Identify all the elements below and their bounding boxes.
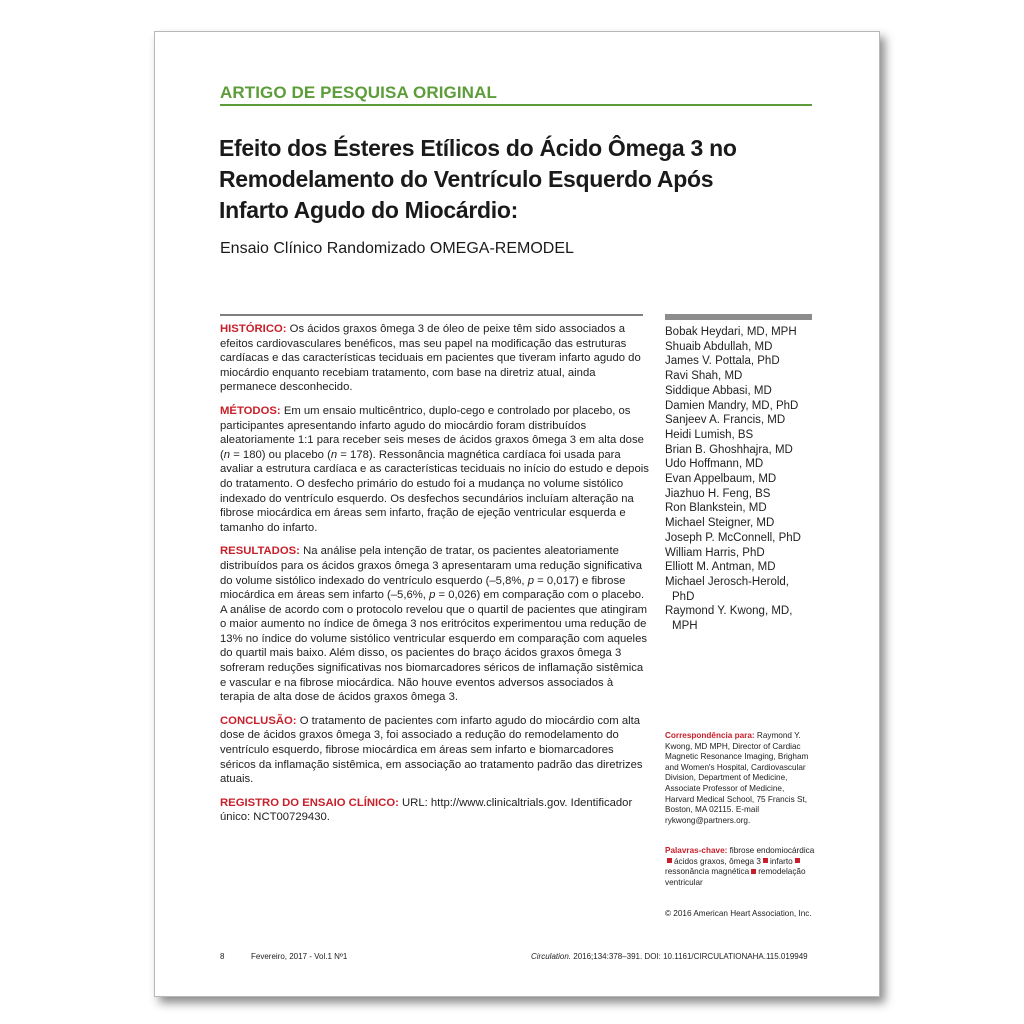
keyword-separator-icon [667,858,672,863]
keyword: fibrose endomiocárdica [729,846,815,855]
abstract-divider [220,314,643,316]
author-name: Brian B. Ghoshhajra, MD [665,443,793,456]
correspondence [665,731,815,826]
abstract [220,322,650,834]
author-name: Elliott M. Antman, MD [665,561,776,574]
author-name: Damien Mandry, MD, PhD [665,399,799,412]
abstract-registro [220,796,650,825]
metodos-text: = 180) ou placebo ( [230,448,331,461]
historico-text: Os ácidos graxos ômega 3 de óleo de peixe têm sido associados a efeitos cardiovasculares benéficos, mas seu papel na modificação das estruturas cardíacas e das características teciduais em pacientes que tiveram infarto agudo do miocárdio enquanto recebiam tratamento, com base na diretriz atual, ainda permanece desconhecido. [220,323,641,394]
author-name: Heidi Lumish, BS [665,428,754,441]
journal-page [154,31,880,997]
authors-divider [665,314,812,320]
author-name: William Harris, PhD [665,546,765,559]
registro-label: REGISTRO DO ENSAIO CLÍNICO: [220,796,399,809]
issue-info: Fevereiro, 2017 - Vol.1 Nº1 [251,952,348,961]
author-name: Ron Blankstein, MD [665,502,767,515]
section-label: ARTIGO DE PESQUISA ORIGINAL [220,82,812,106]
citation-doi: 2016;134:378–391. DOI: 10.1161/CIRCULATIONAHA.115.019949 [571,952,808,961]
historico-label: HISTÓRICO: [220,323,287,335]
keyword: ressonância magnética [665,867,750,877]
keywords-label: Palavras-chave: [665,846,728,855]
resultados-text: Na análise pela intenção de tratar, os pacientes aleatoriamente distribuídos para os ácidos graxos ômega 3 apresentaram uma redução significativa do volume sistólico indexado do ventrículo esquerdo (–5,8%, [220,545,642,587]
author-name: Raymond Y. Kwong, MD, [665,605,793,618]
resultados-p-symbol: p [527,574,535,587]
metodos-n-symbol: n [330,448,338,461]
article-title [219,133,819,226]
metodos-label: MÉTODOS: [220,404,281,417]
author-list [665,325,825,634]
keyword: infarto [769,856,793,866]
author-name: Jiazhuo H. Feng, BS [665,487,771,500]
keyword: ácidos graxos, ômega 3 [674,856,761,866]
correspondence-email: E-mail rykwong@partners.org. [665,805,760,825]
page-number: 8 [220,952,225,961]
author-degree-continuation: PhD [672,590,695,603]
title-line: Efeito dos Ésteres Etílicos do Ácido Ômega 3 no [219,135,737,161]
keyword-separator-icon [795,858,800,863]
copyright: © 2016 American Heart Association, Inc. [665,909,812,918]
author-name: Sanjeev A. Francis, MD [665,414,786,427]
metodos-text: = 178). Ressonância magnética cardíaca foi usada para avaliar a estrutura cardíaca e as características teciduais no início do estudo e depois do tratamento. O desfecho primário do estudo foi a mudança no volume sistólico indexado do ventrículo esquerdo. Os desfechos secundários incluíam alteração na fibrose miocárdica em áreas sem infarto, fração de ejeção ventricular esquerda e tamanho do infarto. [220,448,649,534]
abstract-metodos [220,404,650,535]
resultados-label: RESULTADOS: [220,545,300,558]
abstract-resultados [220,544,650,705]
metodos-n-symbol: n [223,448,231,461]
author-name: Udo Hoffmann, MD [665,458,764,471]
author-name: Bobak Heydari, MD, MPH [665,326,797,338]
correspondence-text: Raymond Y. Kwong, MD MPH, Director of Cardiac Magnetic Resonance Imaging, Brigham and Women's Hospital, Cardiovascular Division, Department of Medicine, Associate Professor of Medicine, Harvard Medical School, 75 Francis St, Boston, MA 02115. [665,731,809,815]
author-name: Joseph P. McConnell, PhD [665,531,801,544]
abstract-conclusao [220,714,650,787]
title-line: Remodelamento do Ventrículo Esquerdo Após [219,166,714,192]
author-name: James V. Pottala, PhD [665,355,780,368]
keyword: remodelação ventricular [665,867,806,887]
resultados-text: = 0,026) em comparação com o placebo. A análise de acordo com o protocolo revelou que o quartil de pacientes que atingiram o maior aumento no índice de ômega 3 nos eritrócitos experimentou uma redução de 13% no índice do volume sistólico ventricular esquerdo em comparação com aqueles do quartil mais baixo. Além disso, os pacientes do braço ácidos graxos ômega 3 sofreram reduções significativas nos biomarcadores séricos de inflamação sistêmica e vascular e na fibrose miocárdica. Não houve eventos adversos associados à terapia de alta dose de ácidos graxos ômega 3. [220,589,648,704]
author-name: Michael Jerosch-Herold, [665,575,789,588]
author-name: Ravi Shah, MD [665,370,743,383]
author-name: Shuaib Abdullah, MD [665,340,773,353]
resultados-text: = 0,017) e fibrose miocárdica em áreas sem infarto (–5,6%, [220,574,626,602]
author-name: Evan Appelbaum, MD [665,473,777,486]
keywords [665,846,815,888]
keyword-separator-icon [751,869,756,874]
title-line: Infarto Agudo do Miocárdio: [219,197,518,223]
author-degree-continuation: MPH [672,620,698,633]
author-name: Michael Steigner, MD [665,517,775,530]
registro-text: URL: http://www.clinicaltrials.gov. Identificador único: NCT00729430. [220,796,633,824]
abstract-historico [220,322,650,395]
metodos-text: Em um ensaio multicêntrico, duplo-cego e controlado por placebo, os participantes apresentando infarto agudo do miocárdio foram distribuídos aleatoriamente 1:1 para receber seis meses de ácidos graxos ômega 3 em alta dose ( [220,404,644,461]
keyword-separator-icon [763,858,768,863]
resultados-p-symbol: p [429,589,436,602]
correspondence-label: Correspondência para: [665,731,755,740]
article-subtitle: Ensaio Clínico Randomizado OMEGA-REMODEL [220,240,574,257]
journal-name: Circulation. [531,952,572,961]
conclusao-text: O tratamento de pacientes com infarto agudo do miocárdio com alta dose de ácidos graxos ômega 3, foi associado a redução do remodelamento do ventrículo esquerdo, fibrose miocárdica em áreas sem infarto e biomarcadores séricos da inflamação sistêmica, em associação ao tratamento padrão das diretrizes atuais. [220,714,643,786]
conclusao-label: CONCLUSÃO: [220,714,297,727]
author-name: Siddique Abbasi, MD [665,384,772,397]
citation [531,952,808,962]
